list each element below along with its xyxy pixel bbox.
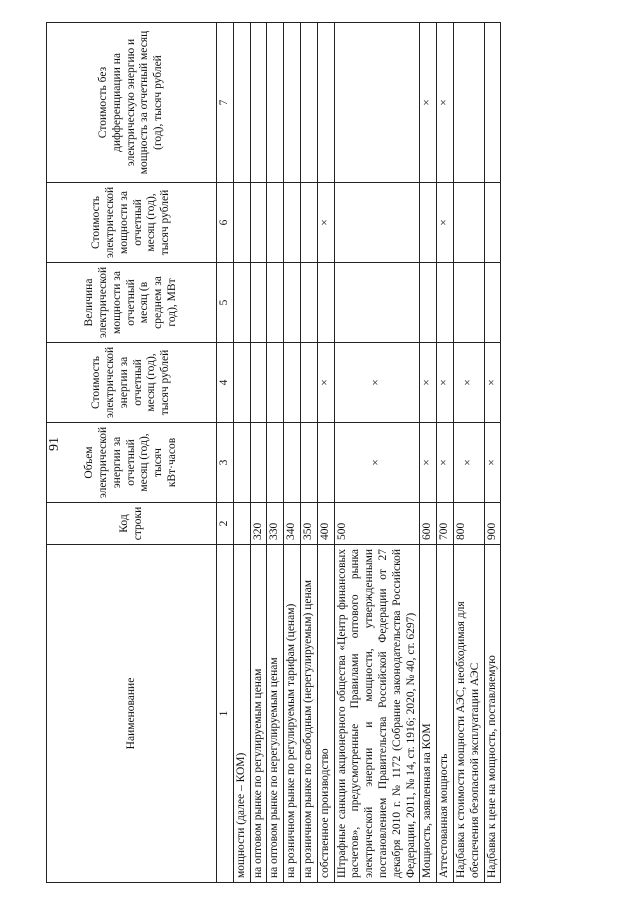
cell-energy-volume: × [484, 422, 501, 502]
cell-power-cost [420, 182, 437, 262]
row-name: на розничном рынке по регулируемым тарифам (ценам) [284, 544, 301, 882]
cell-power-cost [453, 182, 484, 262]
cell-energy-cost [233, 342, 250, 422]
cell-cost-nodiff [267, 22, 284, 182]
row-code: 800 [453, 502, 484, 544]
row-code: 500 [334, 502, 420, 544]
row-code: 600 [420, 502, 437, 544]
cell-power-cost: × [317, 182, 334, 262]
index-cell: 3 [217, 422, 234, 502]
row-code: 400 [317, 502, 334, 544]
index-row [217, 22, 234, 882]
row-name: на розничном рынке по свободным (нерегулируемым) ценам [300, 544, 317, 882]
cell-power-value [233, 262, 250, 342]
table-row [300, 22, 317, 882]
cell-power-cost [300, 182, 317, 262]
cell-energy-cost: × [484, 342, 501, 422]
header-code: Код строки [47, 502, 217, 544]
row-name: Штрафные санкции акционерного общества «Центр финансовых расчетов», предусмотренные Правилами оптового рынка электрической энергии и мощности, утвержденными постановлением Правительства Российской Федерации от 27 декабря 2010 г. № 1172 (Собрание законодательства Российской Федерации, 2011, № 14, ст. 1916; 2020, № 40, ст. 6297) [334, 544, 420, 882]
row-code: 700 [437, 502, 454, 544]
row-code [233, 502, 250, 544]
cell-energy-cost [267, 342, 284, 422]
cell-power-value [420, 262, 437, 342]
row-name: Мощность, заявленная на КОМ [420, 544, 437, 882]
cell-energy-cost: × [437, 342, 454, 422]
table-row [420, 22, 437, 882]
cell-power-value [284, 262, 301, 342]
cell-power-cost [267, 182, 284, 262]
header-power-cost: Стоимость электрической мощности за отчетный месяц (год), тысяч рублей [47, 182, 217, 262]
index-cell: 2 [217, 502, 234, 544]
cell-energy-cost: × [420, 342, 437, 422]
row-name: собственное производство [317, 544, 334, 882]
cell-energy-volume [300, 422, 317, 502]
index-cell: 5 [217, 262, 234, 342]
cell-power-cost: × [437, 182, 454, 262]
cell-energy-cost: × [453, 342, 484, 422]
cell-energy-cost [300, 342, 317, 422]
table-row [284, 22, 301, 882]
header-row [47, 22, 217, 882]
table-row [267, 22, 284, 882]
cell-energy-volume: × [437, 422, 454, 502]
table-row [233, 22, 250, 882]
cell-cost-nodiff [284, 22, 301, 182]
cell-power-value [437, 262, 454, 342]
cell-energy-volume [233, 422, 250, 502]
cell-energy-volume: × [334, 422, 420, 502]
report-table [46, 22, 501, 883]
header-energy-volume: Объем электрической энергии за отчетный месяц (год), тысяч кВт·часов [47, 422, 217, 502]
cell-power-cost [284, 182, 301, 262]
index-cell: 6 [217, 182, 234, 262]
row-name: на оптовом рынке по нерегулируемым ценам [267, 544, 284, 882]
cell-power-value [300, 262, 317, 342]
row-name: Аттестованная мощность [437, 544, 454, 882]
table-row [437, 22, 454, 882]
cell-energy-cost: × [334, 342, 420, 422]
cell-power-cost [250, 182, 267, 262]
row-name: мощности (далее – КОМ) [233, 544, 250, 882]
cell-energy-cost [250, 342, 267, 422]
cell-energy-volume: × [420, 422, 437, 502]
cell-power-cost [334, 182, 420, 262]
index-cell: 7 [217, 22, 234, 182]
cell-energy-cost [284, 342, 301, 422]
table-row [484, 22, 501, 882]
cell-cost-nodiff: × [437, 22, 454, 182]
page-number: 91 [47, 437, 62, 451]
row-name: Надбавка к стоимости мощности АЭС, необходимая для обеспечения безопасной эксплуатации АЭС [453, 544, 484, 882]
cell-cost-nodiff: × [420, 22, 437, 182]
row-name: на оптовом рынке по регулируемым ценам [250, 544, 267, 882]
cell-power-value [250, 262, 267, 342]
cell-energy-volume [267, 422, 284, 502]
cell-energy-volume [317, 422, 334, 502]
header-power-value: Величина электрической мощности за отчетный месяц (в среднем за год), МВт [47, 262, 217, 342]
cell-cost-nodiff [484, 22, 501, 182]
row-name: Надбавка к цене на мощность, поставляемую [484, 544, 501, 882]
row-code: 350 [300, 502, 317, 544]
cell-power-value [334, 262, 420, 342]
cell-energy-volume [284, 422, 301, 502]
index-cell: 4 [217, 342, 234, 422]
cell-power-value [317, 262, 334, 342]
cell-power-cost [233, 182, 250, 262]
table-row [317, 22, 334, 882]
cell-cost-nodiff [300, 22, 317, 182]
cell-energy-volume [250, 422, 267, 502]
cell-cost-nodiff [250, 22, 267, 182]
cell-power-value [453, 262, 484, 342]
row-code: 330 [267, 502, 284, 544]
table-row [250, 22, 267, 882]
cell-cost-nodiff [233, 22, 250, 182]
cell-power-value [484, 262, 501, 342]
header-energy-cost: Стоимость электрической энергии за отчетный месяц (год), тысяч рублей [47, 342, 217, 422]
cell-cost-nodiff [317, 22, 334, 182]
index-cell: 1 [217, 544, 234, 882]
table-row [453, 22, 484, 882]
rotated-page [46, 23, 594, 883]
header-name: Наименование [47, 544, 217, 882]
row-code: 340 [284, 502, 301, 544]
cell-energy-volume: × [453, 422, 484, 502]
cell-energy-cost: × [317, 342, 334, 422]
table-row [334, 22, 420, 882]
cell-power-cost [484, 182, 501, 262]
cell-cost-nodiff [453, 22, 484, 182]
cell-cost-nodiff [334, 22, 420, 182]
cell-power-value [267, 262, 284, 342]
header-cost-nodiff: Стоимость без дифференциации на электрическую энергию и мощность за отчетный месяц (год), тысяч рублей [47, 22, 217, 182]
row-code: 900 [484, 502, 501, 544]
row-code: 320 [250, 502, 267, 544]
